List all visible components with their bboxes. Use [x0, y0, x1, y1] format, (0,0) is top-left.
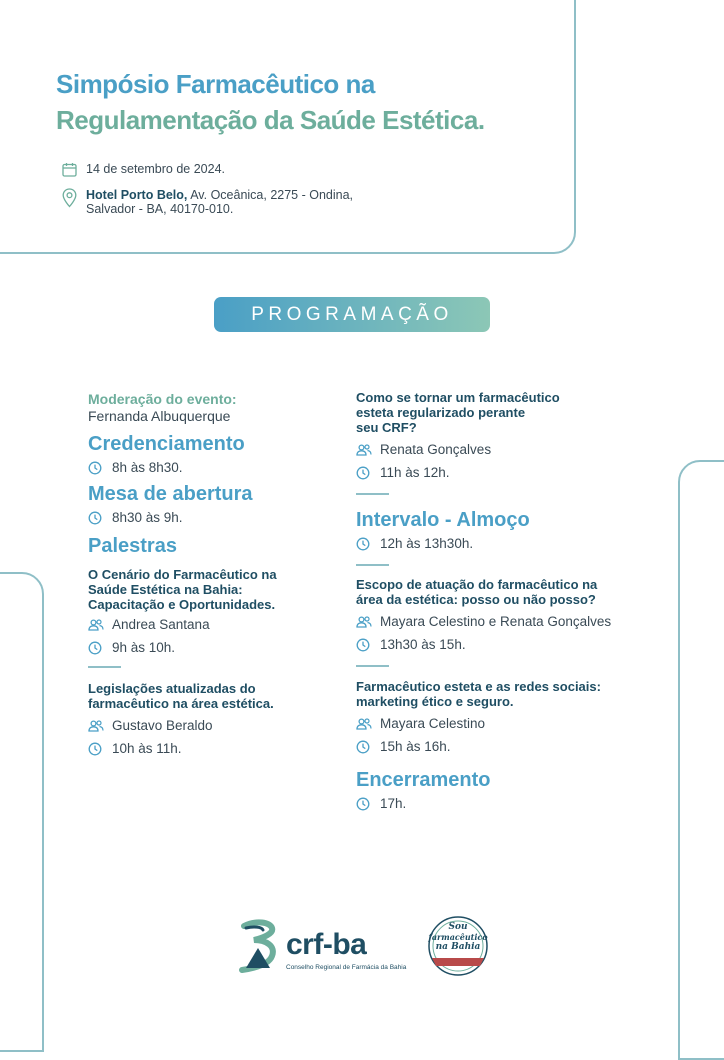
talk5-time-text: 15h às 16h.	[380, 739, 451, 754]
clock-icon	[356, 466, 370, 480]
credenciamento-time-text: 8h às 8h30.	[112, 460, 183, 475]
crf-ba-logo	[236, 918, 406, 978]
schedule-left-column	[88, 391, 338, 757]
venue-address-1: Av. Oceânica, 2275 - Ondina,	[187, 188, 354, 202]
clock-icon	[356, 638, 370, 652]
talk5-title-line: marketing ético e seguro.	[356, 694, 514, 709]
palestras-heading: Palestras	[88, 535, 177, 557]
clock-icon	[88, 461, 102, 475]
logo-text: crf-ba	[286, 928, 367, 961]
location-pin-icon	[62, 188, 77, 208]
schedule-right-column	[356, 390, 666, 812]
clock-icon	[356, 537, 370, 551]
moderation-label: Moderação do evento:	[88, 391, 237, 407]
divider	[356, 665, 389, 667]
talk1-speaker	[88, 616, 338, 633]
talk5-title-line: Farmacêutico esteta e as redes sociais:	[356, 679, 601, 694]
credenciamento-time	[88, 459, 338, 476]
talk4-title	[356, 577, 666, 607]
talk1-title-line: Capacitação e Oportunidades.	[88, 597, 276, 612]
clock-icon	[88, 641, 102, 655]
talk3-speaker-text: Renata Gonçalves	[380, 442, 492, 457]
talk2-title	[88, 681, 338, 711]
venue-name: Hotel Porto Belo,	[86, 188, 188, 202]
mesa-time	[88, 509, 338, 526]
talk3-speaker	[356, 441, 666, 458]
event-date-text: 14 de setembro de 2024.	[86, 162, 225, 176]
talk1-time	[88, 639, 338, 656]
seal-line-2: farmacêutico	[428, 932, 488, 942]
decor-frame-left	[0, 572, 44, 1052]
talk1-title-line: Saúde Estética na Bahia:	[88, 582, 243, 597]
talk2-speaker	[88, 717, 338, 734]
talk4-time	[356, 636, 666, 653]
talk5-title	[356, 679, 666, 709]
mesa-time-text: 8h30 às 9h.	[112, 510, 183, 525]
venue-line-1	[86, 188, 353, 203]
talk3-title-line: seu CRF?	[356, 420, 417, 435]
talk3-title	[356, 390, 666, 435]
talk1-title-line: O Cenário do Farmacêutico na	[88, 567, 277, 582]
clock-icon	[356, 797, 370, 811]
people-icon	[88, 719, 104, 733]
mesa-heading: Mesa de abertura	[88, 483, 253, 505]
talk4-time-text: 13h30 às 15h.	[380, 637, 466, 652]
talk3-title-line: Como se tornar um farmacêutico	[356, 390, 560, 405]
talk4-title-line: área da estética: posso ou não posso?	[356, 592, 596, 607]
talk5-speaker-text: Mayara Celestino	[380, 716, 486, 731]
seal-text	[426, 922, 490, 952]
talk4-speaker-text: Mayara Celestino e Renata Gonçalves	[380, 614, 612, 629]
encerramento-time-text: 17h.	[380, 796, 407, 811]
talk1-time-text: 9h às 10h.	[112, 640, 176, 655]
divider	[88, 666, 121, 668]
divider	[356, 493, 389, 495]
talk2-time	[88, 740, 338, 757]
seal-line-3: na Bahia	[435, 942, 481, 952]
talk3-time	[356, 464, 666, 481]
talk2-title-line: farmacêutico na área estética.	[88, 696, 274, 711]
people-icon	[356, 615, 372, 629]
clock-icon	[88, 742, 102, 756]
crf-emblem-icon	[236, 918, 286, 974]
page-title	[56, 66, 485, 138]
moderation-name: Fernanda Albuquerque	[88, 408, 231, 424]
encerramento-heading: Encerramento	[356, 769, 491, 791]
talk1-speaker-text: Andrea Santana	[112, 617, 210, 632]
people-icon	[88, 618, 104, 632]
talk2-speaker-text: Gustavo Beraldo	[112, 718, 213, 733]
calendar-icon	[62, 162, 77, 177]
seal-line-1: Sou	[448, 922, 468, 932]
intervalo-heading: Intervalo - Almoço	[356, 509, 530, 531]
talk2-time-text: 10h às 11h.	[112, 741, 182, 756]
clock-icon	[356, 740, 370, 754]
talk4-title-line: Escopo de atuação do farmacêutico na	[356, 577, 598, 592]
divider	[356, 564, 389, 566]
programacao-banner: PROGRAMAÇÃO	[214, 297, 490, 332]
talk3-time-text: 11h às 12h.	[380, 465, 450, 480]
talk4-speaker	[356, 613, 666, 630]
seal-logo	[426, 914, 490, 978]
venue-address-2: Salvador - BA, 40170-010.	[86, 202, 234, 216]
title-line-1: Simpósio Farmacêutico na	[56, 69, 375, 99]
title-line-2: Regulamentação da Saúde Estética.	[56, 105, 485, 135]
talk3-title-line: esteta regularizado perante	[356, 405, 526, 420]
clock-icon	[88, 511, 102, 525]
talk1-title	[88, 567, 338, 612]
intervalo-time	[356, 535, 666, 552]
encerramento-time	[356, 795, 666, 812]
talk5-speaker	[356, 715, 666, 732]
credenciamento-heading: Credenciamento	[88, 433, 245, 455]
decor-frame-right	[678, 460, 724, 1060]
logo-subtitle: Conselho Regional de Farmácia da Bahia	[286, 964, 407, 971]
intervalo-time-text: 12h às 13h30h.	[380, 536, 474, 551]
talk2-title-line: Legislações atualizadas do	[88, 681, 256, 696]
people-icon	[356, 443, 372, 457]
talk5-time	[356, 738, 666, 755]
people-icon	[356, 717, 372, 731]
